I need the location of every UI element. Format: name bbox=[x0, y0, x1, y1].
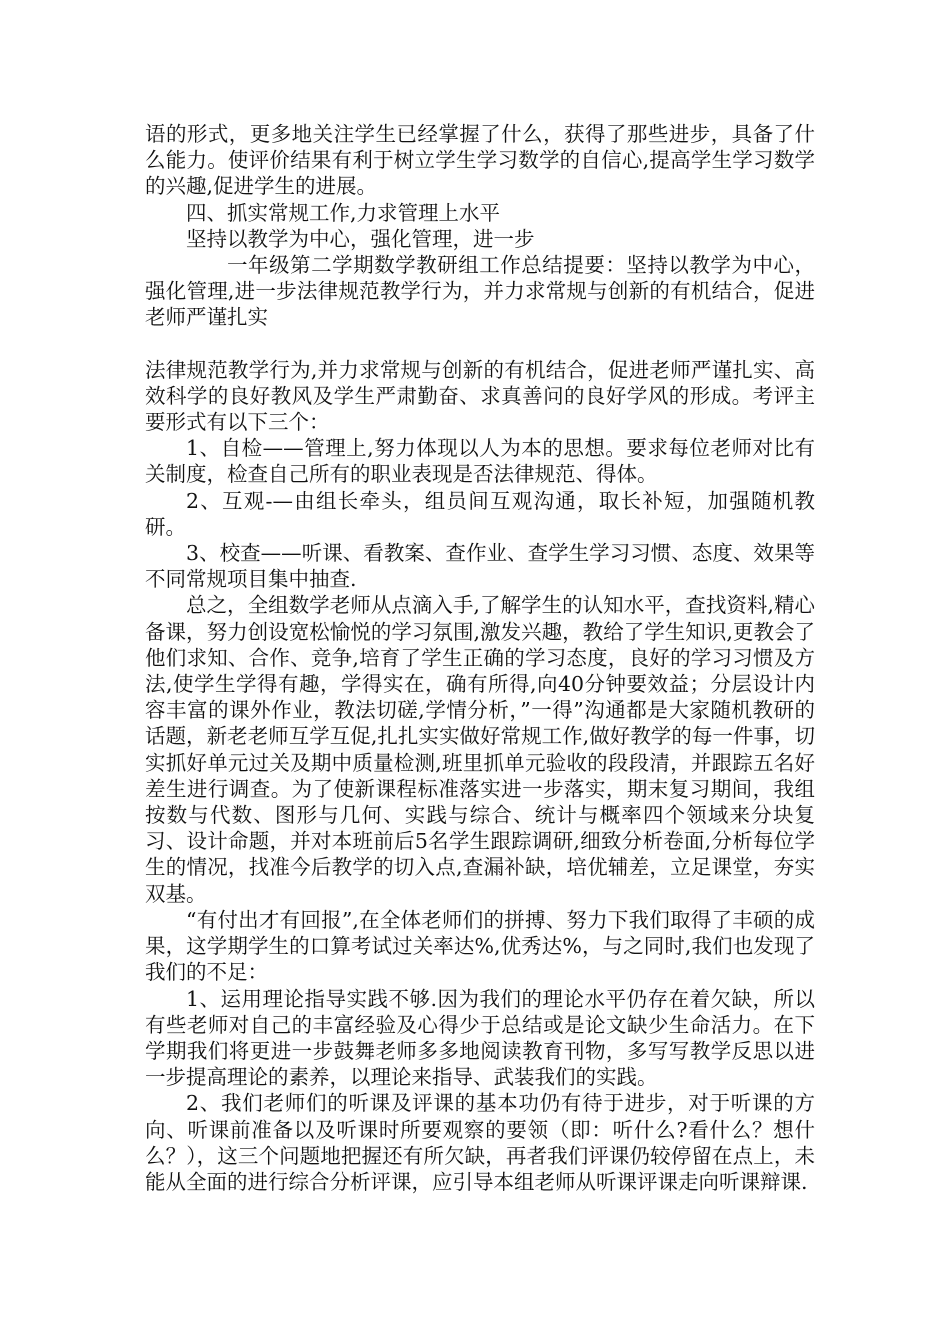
paragraph-evaluation: 语的形式，更多地关注学生已经掌握了什么，获得了那些进步，具备了什么能力。使评价结果有利于树立学生学习数学的自信心,提高学生学习数学的兴趣,促进学生的进展。 bbox=[145, 122, 815, 199]
paragraph-self-check: 1、自检——管理上,努力体现以人为本的思想。要求每位老师对比有关制度，检查自己所有的职业表现是否法律规范、得体。 bbox=[145, 436, 815, 487]
paragraph-shortcoming-2: 2、我们老师们的听课及评课的基本功仍有待于进步，对于听课的方向、听课前准备以及听课时所要观察的要领（即：听什么?看什么？想什么？），这三个问题地把握还有所欠缺，再者我们评课仍较停留在点上，未能从全面的进行综合分析评课，应引导本组老师从听课评课走向听课辩课. bbox=[145, 1091, 815, 1194]
document-body bbox=[145, 121, 815, 1195]
paragraph-peer-observation: 2、互观-—由组长牵头，组员间互观沟通，取长补短，加强随机教研。 bbox=[145, 488, 815, 539]
paragraph-conclusion: 总之，全组数学老师从点滴入手,了解学生的认知水平，查找资料,精心备课，努力创设宽松愉悦的学习氛围,激发兴趣，教给了学生知识,更教会了他们求知、合作、竞争,培育了学生正确的学习态度，良好的学习习惯及方法,使学生学得有趣，学得实在，确有所得,向40分钟要效益；分层设计内容丰富的课外作业，教法切磋,学情分析，”一得”沟通都是大家随机教研的话题，新老老师互学互促,扎扎实实做好常规工作,做好教学的每一件事，切实抓好单元过关及期中质量检测,班里抓单元验收的段段清，并跟踪五名好差生进行调查。为了使新课程标准落实进一步落实，期末复习期间，我组按数与代数、图形与几何、实践与综合、统计与概率四个领域来分块复习、设计命题，并对本班前后5名学生跟踪调研,细致分析卷面,分析每位学生的情况，找准今后教学的切入点,查漏补缺，培优辅差，立足课堂，夯实双基。 bbox=[145, 593, 815, 906]
paragraph-standards: 法律规范教学行为,并力求常规与创新的有机结合，促进老师严谨扎实、高效科学的良好教风及学生严肃勤奋、求真善问的良好学风的形成。考评主要形式有以下三个： bbox=[145, 357, 815, 435]
paragraph-fragment: 坚持以教学为中心，强化管理，进一步 bbox=[186, 226, 535, 251]
blank-gap bbox=[145, 331, 815, 357]
paragraph-summary-abstract: 一年级第二学期数学教研组工作总结提要：坚持以教学为中心，强化管理,进一步法律规范教学行为，并力求常规与创新的有机结合，促进老师严谨扎实 bbox=[145, 253, 815, 330]
paragraph-results: “有付出才有回报”,在全体老师们的拼搏、努力下我们取得了丰硕的成果，这学期学生的口算考试过关率达%,优秀达%，与之同时,我们也发现了我们的不足： bbox=[145, 907, 815, 985]
paragraph-shortcoming-1: 1、运用理论指导实践不够.因为我们的理论水平仍存在着欠缺，所以有些老师对自己的丰富经验及心得少于总结或是论文缺少生命活力。在下学期我们将更进一步鼓舞老师多多地阅读教育刊物，多写写教学反思以进一步提高理论的素养，以理论来指导、武装我们的实践。 bbox=[145, 986, 815, 1090]
paragraph-school-check: 3、校查——听课、看教案、查作业、查学生学习习惯、态度、效果等不同常规项目集中抽查. bbox=[145, 541, 815, 592]
section-heading: 四、抓实常规工作,力求管理上水平 bbox=[186, 200, 501, 225]
